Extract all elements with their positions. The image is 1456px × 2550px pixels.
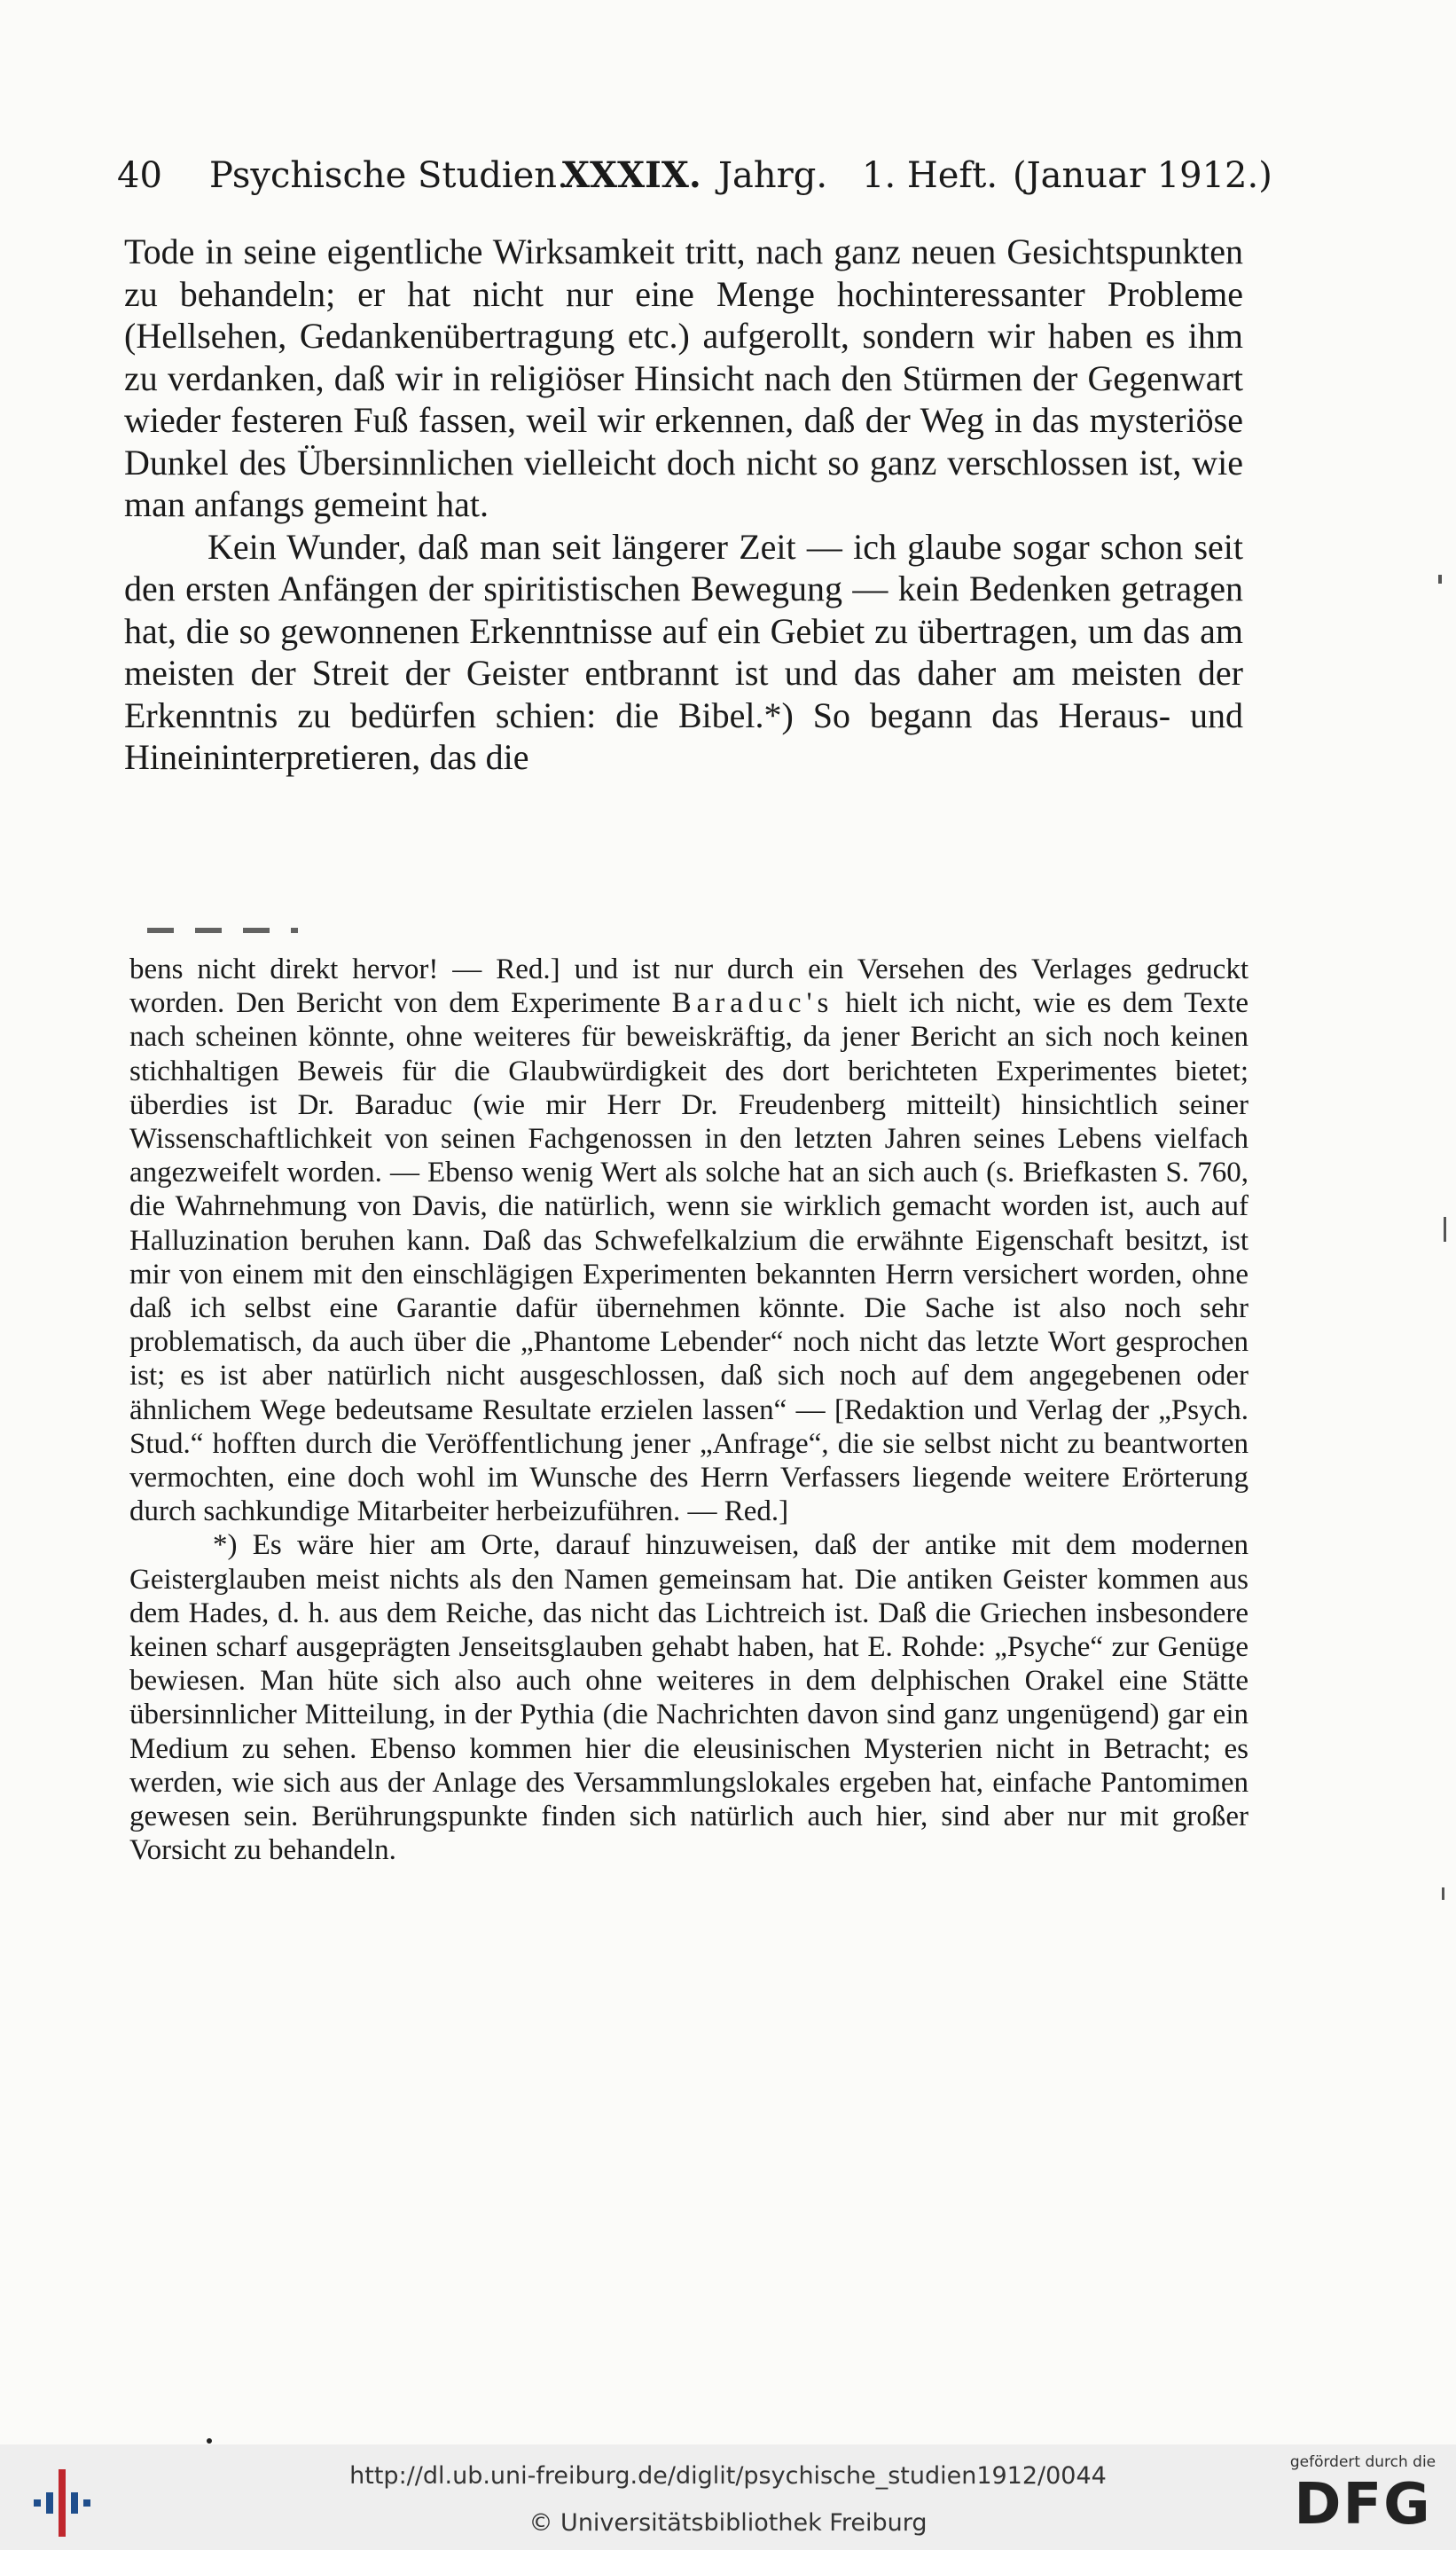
footnote-name-spaced: Baraduc's — [671, 987, 834, 1020]
footnote-star: *) Es wäre hier am Orte, darauf hinzuweisen, daß der antike mit dem modernen Geisterglauben meist nichts als den Namen gemeinsam hat. Die antiken Geister kommen aus dem Hades, d. h. aus dem Reiche, das nicht das Lichtreich ist. Daß die Griechen insbesondere keinen scharf ausgeprägten Jenseitsglauben gehabt haben, hat E. Rohde: „Psyche“ zur Genüge bewiesen. Man hüte sich also auch ohne weiteres in dem delphischen Orakel eine Stätte übersinnlicher Mitteilung, in der Pythia (die Nachrichten davon sind ganz ungenügend) gar ein Medium zu sehen. Ebenso kommen hier die eleusinischen Mysterien nicht in Betracht; es werden, wie sich aus der Anlage des Versammlungslokales ergeben hat, einfache Pantomimen gewesen sein. Berührungspunkte finden sich natürlich auch hier, sind aber nur mit großer Vorsicht zu behandeln. — [129, 1529, 1249, 1867]
main-body-text — [124, 231, 1243, 779]
footnote-continued — [129, 953, 1249, 1528]
dfg-funding — [1280, 2453, 1445, 2542]
footer-url[interactable]: http://dl.ub.uni-freiburg.de/diglit/psychische_studien1912/0044 — [349, 2462, 1107, 2490]
footer-copyright: © Universitätsbibliothek Freiburg — [528, 2509, 928, 2537]
footnote-separator — [147, 928, 298, 933]
running-header — [117, 149, 1272, 202]
dfg-logo: DFG — [1294, 2472, 1432, 2538]
dfg-caption: gefördert durch die — [1289, 2453, 1436, 2471]
footnote-continued-part-2: hielt ich nicht, wie es dem Texte nach scheinen könnte, ohne weiteres für beweiskräftig, da jener Bericht an sich noch keinen stichhaltigen Beweis für die Glaubwürdigkeit des dort berichteten Experimentes bietet; überdies ist Dr. Baraduc (wie mir Herr Dr. Freudenberg mitteilt) hinsichtlich seiner Wissenschaftlichkeit von seinen Fachgenossen in den letzten Jahren seines Lebens vielfach angezweifelt worden. — Ebenso wenig Wert als solche hat an sich auch (s. Briefkasten S. 760, die Wahrnehmung von Davis, die natürlich, wenn sie wirklich gemacht worden ist, auch auf Halluzination beruhen kann. Daß das Schwefelkalzium die erwähnte Eigenschaft besitzt, ist mir von einem mit den einschlägigen Experimenten bekannten Herrn versichert worden, ohne daß ich selbst eine Garantie dafür übernehmen könnte. Die Sache ist also noch sehr problematisch, da auch über die „Phantome Lebender“ noch nicht das letzte Wort gesprochen ist; es ist aber natürlich nicht ausgeschlossen, daß sich noch auf dem angegebenen oder ähnlichem Wege bedeutsame Resultate erzielen lassen“ — [Redaktion und Verlag der „Psych. Stud.“ hofften durch die Veröffentlichung jener „Anfrage“, die sie selbst nicht zu beantworten vermochten, eine doch wohl im Wunsche des Herrn Verfassers liegende weitere Erörterung durch sachkundige Mitarbeiter herbeizuführen. — Red.] — [129, 987, 1249, 1528]
issue-date: (Januar 1912.) — [1013, 155, 1272, 196]
issue-label: 1. Heft. — [862, 155, 998, 196]
margin-mark — [1438, 575, 1442, 584]
margin-mark — [1442, 1887, 1444, 1900]
footnote-continued-part-1: bens nicht direkt hervor! — Red.] und ist nur durch ein Versehen des Verlages gedruckt worden. Den Bericht von dem Experimente — [129, 953, 1249, 1020]
body-paragraph-2: Kein Wunder, daß man seit längerer Zeit — ich glaube sogar schon seit den ersten Anfängen der spiritistischen Bewegung — kein Bedenken getragen hat, die so gewonnenen Erkenntnisse auf ein Gebiet zu übertragen, um das am meisten der Streit der Geister entbrannt ist und das daher am meisten der Erkenntnis zu bedürfen schien: die Bibel.*) So begann das Heraus- und Hineininterpretieren, das die — [124, 526, 1243, 777]
body-paragraph-1: Tode in seine eigentliche Wirksamkeit tritt, nach ganz neuen Gesichtspunkten zu behandeln; er hat nicht nur eine Menge hochinteressanter Probleme (Hellsehen, Gedankenübertragung etc.) aufgerollt, sondern wir haben es ihm zu verdanken, daß wir in religiöser Hinsicht nach den Stürmen der Gegenwart wieder festeren Fuß fassen, weil wir erkennen, daß der Weg in das mysteriöse Dunkel des Übersinnlichen vielleicht doch nicht so ganz verschlossen ist, wie man anfangs gemeint hat. — [124, 231, 1243, 524]
volume-number: XXXIX. — [562, 154, 701, 196]
margin-mark — [1444, 1217, 1446, 1242]
page-number: 40 — [117, 155, 162, 196]
journal-title: Psychische Studien. — [209, 155, 568, 196]
footnotes — [129, 953, 1249, 1867]
stray-dot — [207, 2438, 212, 2444]
year-label: Jahrg. — [718, 155, 828, 196]
